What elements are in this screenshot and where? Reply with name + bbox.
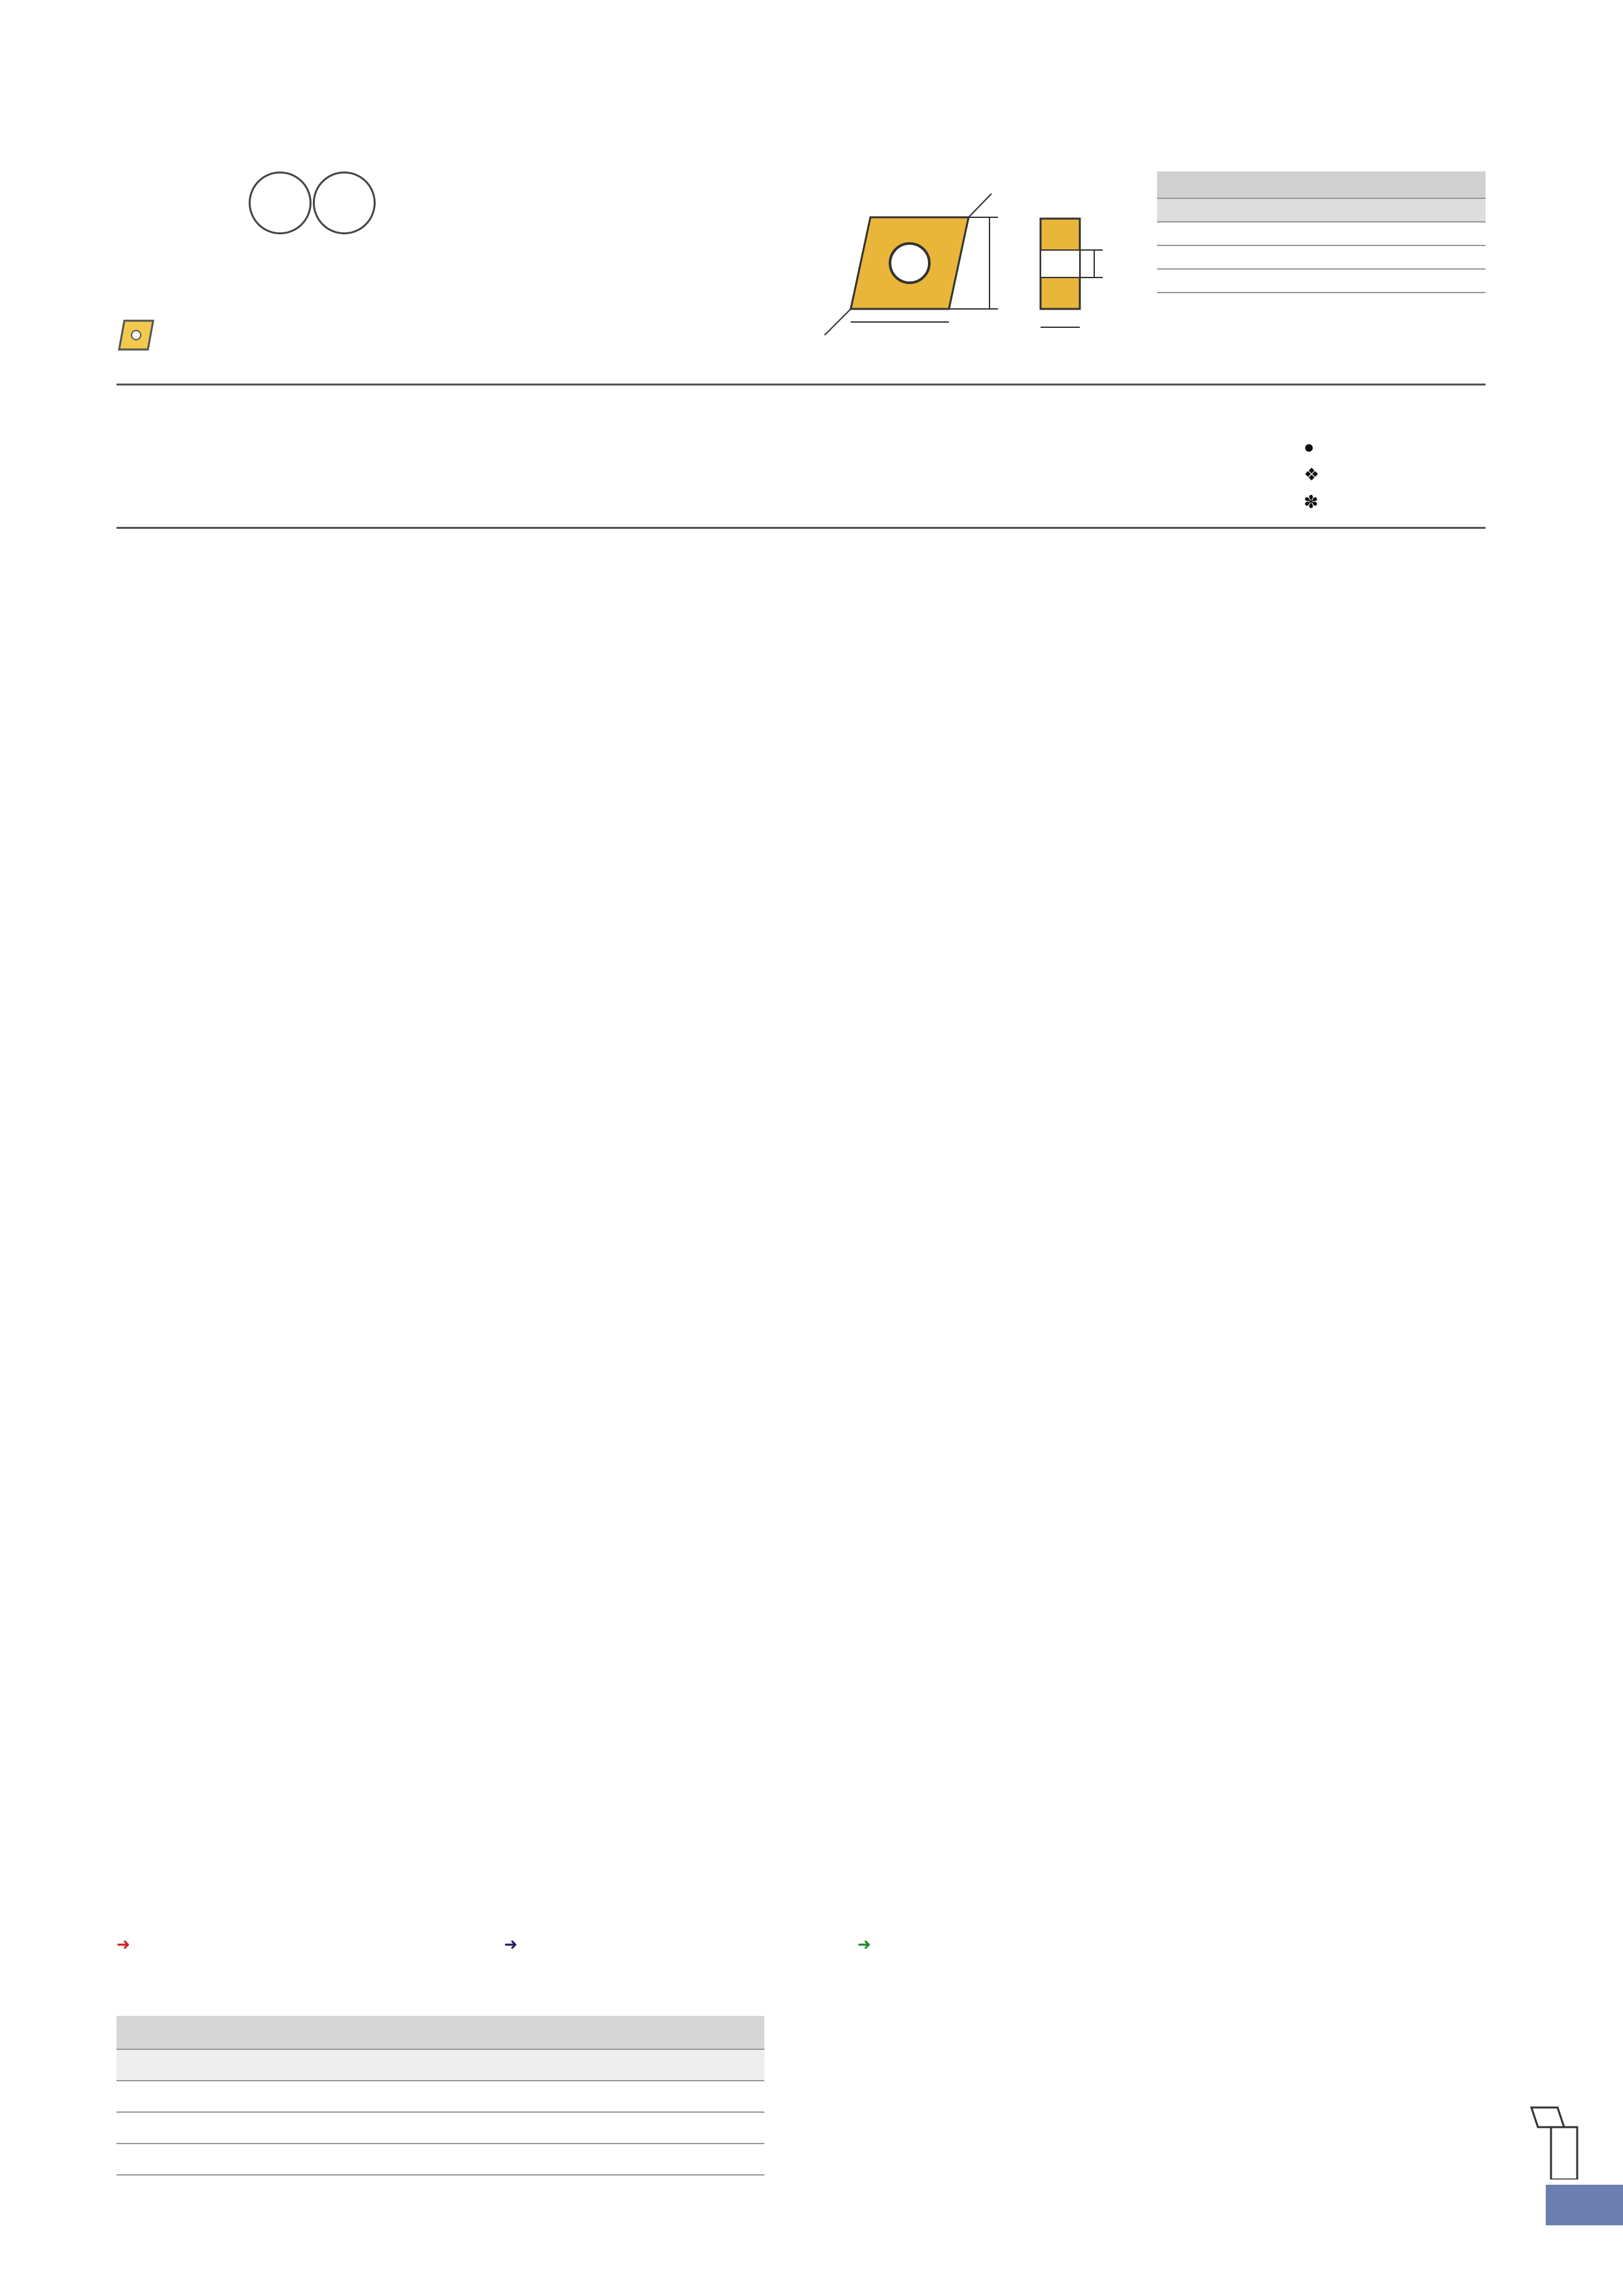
turning-tool-icon bbox=[1525, 2101, 1597, 2179]
holder-code bbox=[116, 2112, 274, 2144]
footer-link-geometry[interactable] bbox=[116, 1935, 130, 1954]
holder-code bbox=[116, 2144, 274, 2175]
arrow-icon: ➜ bbox=[857, 1935, 871, 1954]
holders-header bbox=[116, 2049, 274, 2081]
holder-code bbox=[437, 2144, 601, 2175]
continuous-icon: ● bbox=[1304, 437, 1315, 457]
universal-icon: ❖ bbox=[1304, 465, 1320, 484]
footer-link-chipbreaker[interactable] bbox=[504, 1935, 518, 1954]
holder-code bbox=[116, 2081, 274, 2112]
holder-page bbox=[274, 2144, 437, 2175]
holder-code bbox=[437, 2081, 601, 2112]
holders-table bbox=[116, 2016, 764, 2176]
holders-header bbox=[601, 2049, 764, 2081]
holder-page bbox=[274, 2112, 437, 2144]
holders-caption bbox=[116, 2016, 764, 2049]
holder-page bbox=[601, 2081, 764, 2112]
holder-page bbox=[601, 2112, 764, 2144]
interrupted-icon: ✽ bbox=[1304, 492, 1319, 512]
arrow-icon: ➜ bbox=[504, 1935, 518, 1954]
holder-page bbox=[274, 2081, 437, 2112]
arrow-icon: ➜ bbox=[116, 1935, 130, 1954]
section-tab[interactable] bbox=[1546, 2185, 1623, 2225]
holders-header bbox=[437, 2049, 601, 2081]
holder-code bbox=[437, 2112, 601, 2144]
footer-link-designation[interactable] bbox=[857, 1935, 871, 1954]
holder-page bbox=[601, 2144, 764, 2175]
holders-header bbox=[274, 2049, 437, 2081]
